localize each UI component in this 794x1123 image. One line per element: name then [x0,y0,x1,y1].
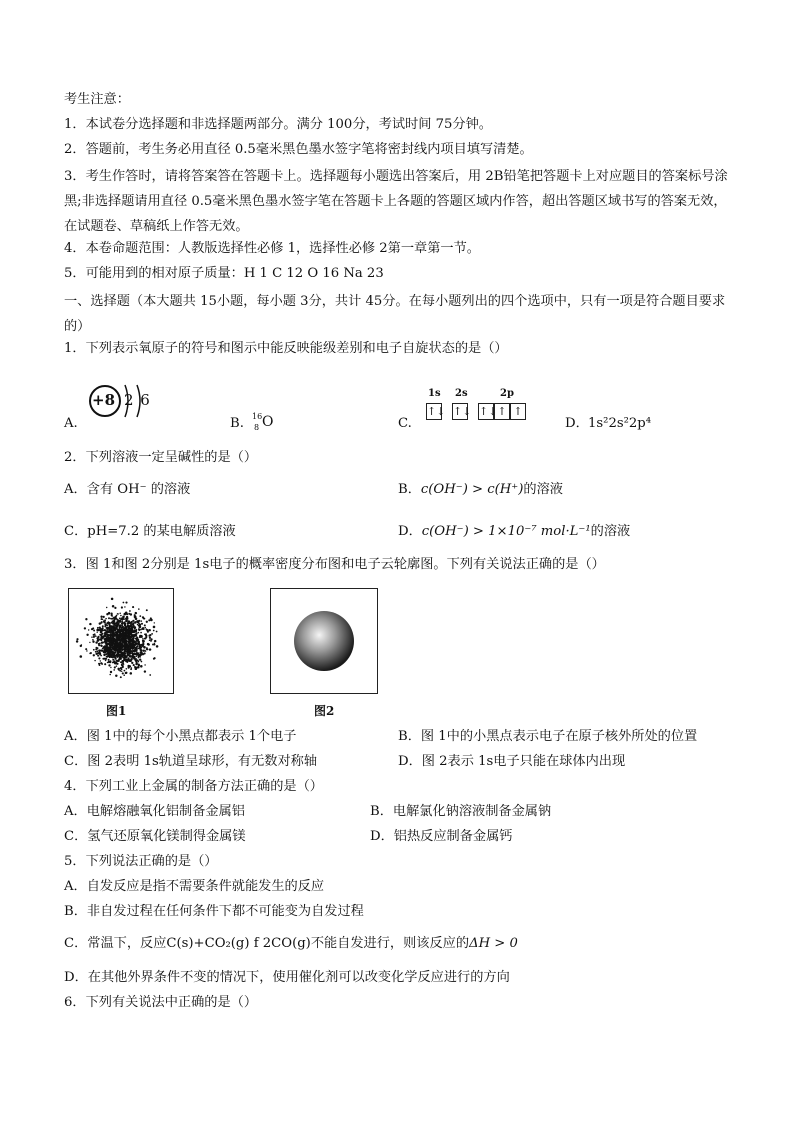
q4-option-a: A．电解熔融氧化铝制备金属铝 [64,804,245,819]
q2-option-a: A．含有 OH⁻ 的溶液 [64,482,191,497]
section-heading: 一、选择题（本大题共 15小题，每小题 3分，共计 45分。在每小题列出的四个选项中，只有一项是符合题目要求的） [64,294,726,334]
q4-stem: 4．下列工业上金属的制备方法正确的是（） [64,779,323,794]
q4-option-c: C．氢气还原氧化镁制得金属镁 [64,829,246,844]
orbital-box-1s: ↑↓ [427,405,446,418]
q2-option-b-tail: 的溶液 [523,482,563,497]
q5-option-a: A．自发反应是指不需要条件就能发生的反应 [64,879,325,894]
q3-stem: 3．图 1和图 2分别是 1s电子的概率密度分布图和电子云轮廓图。下列有关说法正确的是（） [64,557,605,572]
q3-figure-1-caption: 图1 [106,704,127,718]
q3-figure-1-probability-density [68,588,174,694]
q4-option-d: D．铝热反应制备金属钙 [370,829,513,844]
q1-atom-shells: 2 6 [124,391,151,409]
notice-item-3: 3．考生作答时，请将答案答在答题卡上。选择题每小题选出答案后，用 2B铅笔把答题卡上对应题目的答案标号涂黑;非选择题请用直径 0.5毫米黑色墨水签字笔在答题卡上各题的答题区域内作答，超出答题区域书写的答案无效，在试题卷、草稿纸上作答无效。 [64,169,728,234]
q1-option-d-text: 1s²2s²2p⁴ [588,416,652,431]
q2-option-d [398,522,630,542]
notice-item-1: 1．本试卷分选择题和非选择题两部分。满分 100分，考试时间 75分钟。 [64,117,492,132]
q3-option-b: B．图 1中的小黑点表示电子在原子核外所处的位置 [398,729,698,744]
q1-option-b-label: B. [230,416,244,431]
notice-item-5: 5．可能用到的相对原子质量：H 1 C 12 O 16 Na 23 [64,266,384,281]
q1-stem: 1．下列表示氧原子的符号和图示中能反映能级差别和电子自旋状态的是（） [64,341,508,356]
orbital-label-1s: 1s [428,388,441,399]
q1-atom-structure-diagram [86,380,156,422]
q1-option-b-symbol [252,410,292,436]
q1-option-a-label: A. [64,416,78,431]
orbital-box-2p-1: ↑↓ [479,405,498,418]
q2-stem: 2．下列溶液一定呈碱性的是（） [64,450,258,465]
q3-option-a: A．图 1中的每个小黑点都表示 1个电子 [64,729,297,744]
notice-item-2: 2．答题前，考生务必用直径 0.5毫米黑色墨水签字笔将密封线内项目填写清楚。 [64,142,533,157]
q1-b-atomic-number: 8 [254,423,260,432]
q2-option-c: C．pH=7.2 的某电解质溶液 [64,524,236,539]
q3-option-d: D．图 2表示 1s电子只能在球体内出现 [398,754,626,769]
q3-figure-2-electron-cloud [270,588,378,694]
orbital-box-2p-3: ↑ [510,403,526,420]
orbital-box-2s: ↑↓ [453,405,472,418]
q1-option-d-label: D． [565,416,589,431]
q1-atom-nucleus: +8 [92,391,116,409]
q1-b-mass-number: 16 [252,412,263,421]
q1-b-element-symbol: O [262,414,274,430]
q5-option-c [64,934,518,954]
q6-stem: 6．下列有关说法中正确的是（） [64,995,258,1010]
q5-option-c-enthalpy: ΔH > 0 [469,936,518,951]
q5-option-d: D．在其他外界条件不变的情况下，使用催化剂可以改变化学反应进行的方向 [64,970,510,985]
q2-option-b-expression: c(OH⁻) > c(H⁺) [420,482,524,497]
q2-option-d-label: D． [398,524,422,539]
notice-item-4: 4．本卷命题范围：人教版选择性必修 1，选择性必修 2第一章第一节。 [64,241,480,256]
q1-orbital-diagram [424,388,544,428]
q2-option-d-tail: 的溶液 [590,524,631,539]
q5-option-c-equation: C(s)+CO₂(g) f 2CO(g) [166,936,311,951]
q2-option-b-label: B． [398,482,421,497]
q5-option-c-suffix: 不能自发进行，则该反应的 [310,936,470,951]
notice-title: 考生注意： [64,92,130,107]
q3-option-c: C．图 2表明 1s轨道呈球形，有无数对称轴 [64,754,318,769]
q1-option-c-label: C. [398,416,412,431]
q5-option-c-prefix: C．常温下，反应 [64,936,167,951]
orbital-box-2p-2: ↑ [494,403,510,420]
orbital-label-2s: 2s [455,388,468,399]
orbital-label-2p: 2p [500,388,514,399]
q4-option-b: B．电解氯化钠溶液制备金属钠 [370,804,552,819]
q2-option-d-expression: c(OH⁻) > 1×10⁻⁷ mol·L⁻¹ [421,524,591,539]
q3-figure-2-caption: 图2 [314,704,335,718]
q5-stem: 5．下列说法正确的是（） [64,854,218,869]
q5-option-b: B．非自发过程在任何条件下都不可能变为自发过程 [64,904,364,919]
q2-option-b [398,480,563,500]
